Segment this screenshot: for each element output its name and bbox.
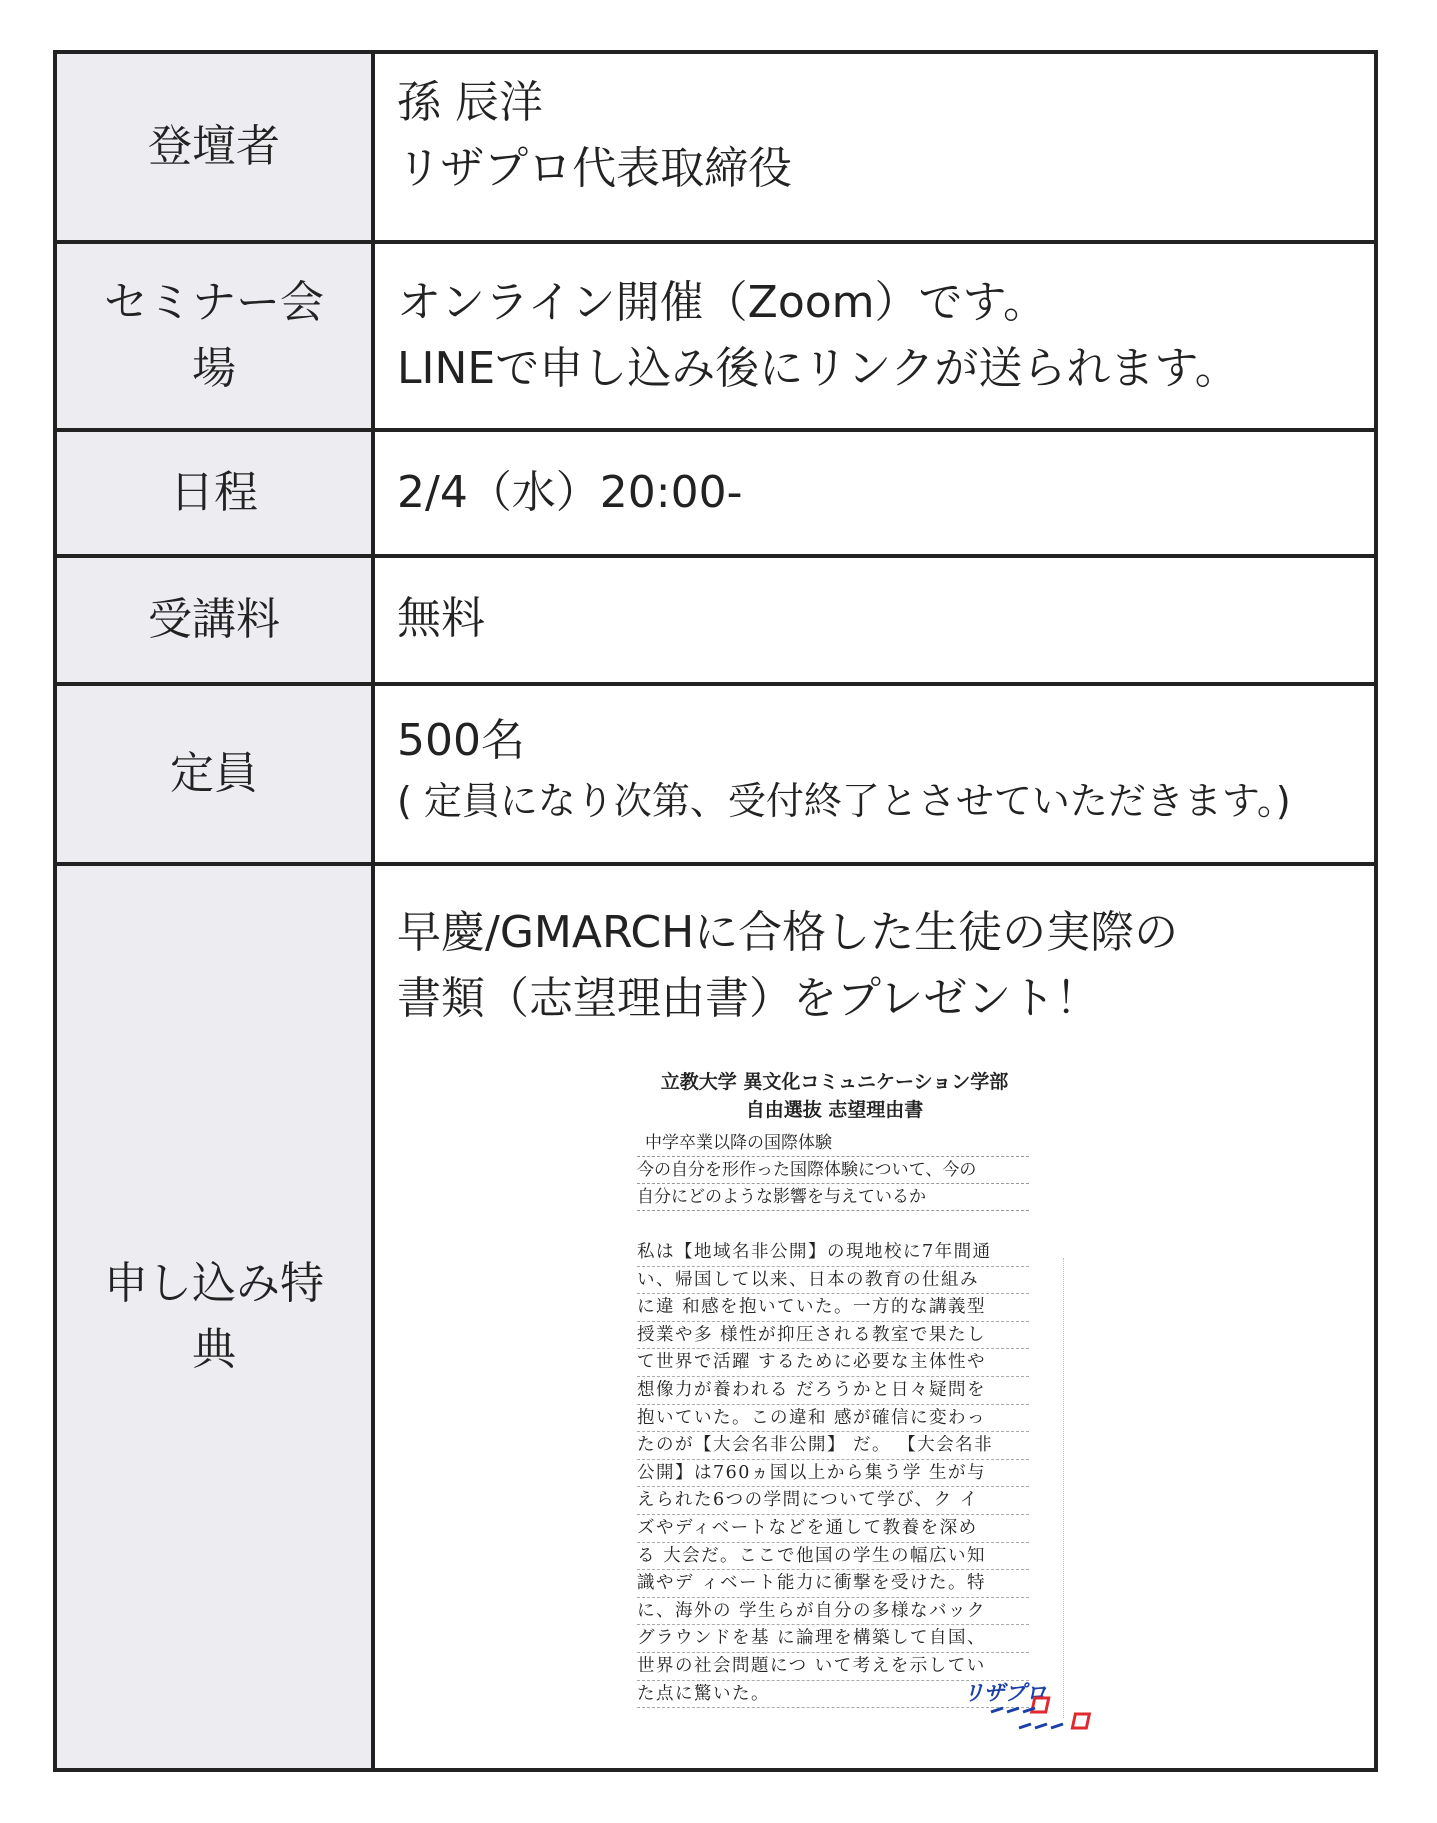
capacity-note: ( 定員になり次第、受付終了とさせていただきます。)	[397, 779, 1291, 823]
label-bonus-line1: 申し込み特	[104, 1258, 324, 1309]
speaker-title: リザプロ代表取締役	[397, 143, 793, 194]
sample-question-line: 中学卒業以降の国際体験	[637, 1130, 1029, 1157]
capacity-number: 500名	[397, 715, 525, 766]
essay-line: ズやディベートなどを通して教養を深め	[637, 1515, 1029, 1543]
essay-line: えられた6つの学問について学び、ク イ	[637, 1487, 1029, 1515]
essay-line: グラウンドを基 に論理を構築して自国、	[637, 1625, 1029, 1653]
essay-line: に、海外の 学生らが自分の多様なバック	[637, 1598, 1029, 1626]
row-fee	[55, 556, 1376, 684]
value-date	[373, 430, 1376, 556]
value-bonus	[373, 864, 1376, 1770]
essay-line: 世界の社会問題につ いて考えを示してい	[637, 1653, 1029, 1681]
bonus-line2: 書類（志望理由書）をプレゼント！	[397, 973, 1100, 1024]
speaker-name: 孫 辰洋	[397, 77, 543, 128]
sample-title	[637, 1068, 1032, 1124]
label-bonus-line2: 典	[192, 1324, 236, 1375]
row-date	[55, 430, 1376, 556]
essay-line: 想像力が養われる だろうかと日々疑問を	[637, 1377, 1029, 1405]
essay-line: る 大会だ。ここで他国の学生の幅広い知	[637, 1543, 1029, 1571]
sample-question	[637, 1130, 1029, 1211]
label-venue-line2: 場	[192, 343, 236, 394]
label-bonus	[55, 864, 373, 1770]
margin-marks	[1063, 1258, 1067, 1718]
row-capacity	[55, 684, 1376, 864]
value-venue	[373, 242, 1376, 430]
essay-line: 識やデ ィベート能力に衝撃を受けた。特	[637, 1570, 1029, 1598]
row-bonus	[55, 864, 1376, 1770]
sample-document-image	[623, 1068, 1183, 1768]
sample-title-line2: 自由選抜 志望理由書	[745, 1099, 924, 1121]
rizapro-logo	[961, 1678, 1101, 1738]
row-speaker	[55, 52, 1376, 242]
essay-line: い、帰国して以来、日本の教育の仕組み	[637, 1267, 1029, 1295]
venue-line2: LINEで申し込み後にリンクが送られます。	[397, 343, 1239, 394]
bonus-line1: 早慶/GMARCHに合格した生徒の実際の	[397, 907, 1179, 958]
label-fee: 受講料	[55, 556, 373, 684]
essay-line: 授業や多 様性が抑圧される教室で果たし	[637, 1322, 1029, 1350]
sample-question-line: 今の自分を形作った国際体験について、今の	[637, 1157, 1029, 1184]
value-speaker	[373, 52, 1376, 242]
label-venue-line1: セミナー会	[104, 277, 324, 328]
row-venue	[55, 242, 1376, 430]
sample-title-line1: 立教大学 異文化コミュニケーション学部	[660, 1071, 1009, 1093]
essay-line: 私は【地域名非公開】の現地校に7年間通	[637, 1239, 1029, 1267]
date-text: 2/4（水）20:00-	[397, 467, 743, 518]
essay-line: に違 和感を抱いていた。一方的な講義型	[637, 1294, 1029, 1322]
label-venue	[55, 242, 373, 430]
fee-text: 無料	[397, 593, 485, 644]
label-speaker: 登壇者	[55, 52, 373, 242]
sample-question-line: 自分にどのような影響を与えているか	[637, 1184, 1029, 1211]
essay-line: た点に驚いた。	[637, 1681, 1029, 1709]
seminar-info-table	[53, 50, 1378, 1772]
essay-line: 公開】は760ヵ国以上から集う学 生が与	[637, 1460, 1029, 1488]
value-fee	[373, 556, 1376, 684]
essay-line: たのが【大会名非公開】 だ。 【大会名非	[637, 1432, 1029, 1460]
logo-text: リザプロ	[963, 1682, 1047, 1705]
label-date: 日程	[55, 430, 373, 556]
sample-essay-body	[637, 1239, 1029, 1708]
value-capacity	[373, 684, 1376, 864]
label-capacity: 定員	[55, 684, 373, 864]
essay-line: 抱いていた。この違和 感が確信に変わっ	[637, 1405, 1029, 1433]
essay-line: て世界で活躍 するために必要な主体性や	[637, 1349, 1029, 1377]
venue-line1: オンライン開催（Zoom）です。	[397, 277, 1048, 328]
